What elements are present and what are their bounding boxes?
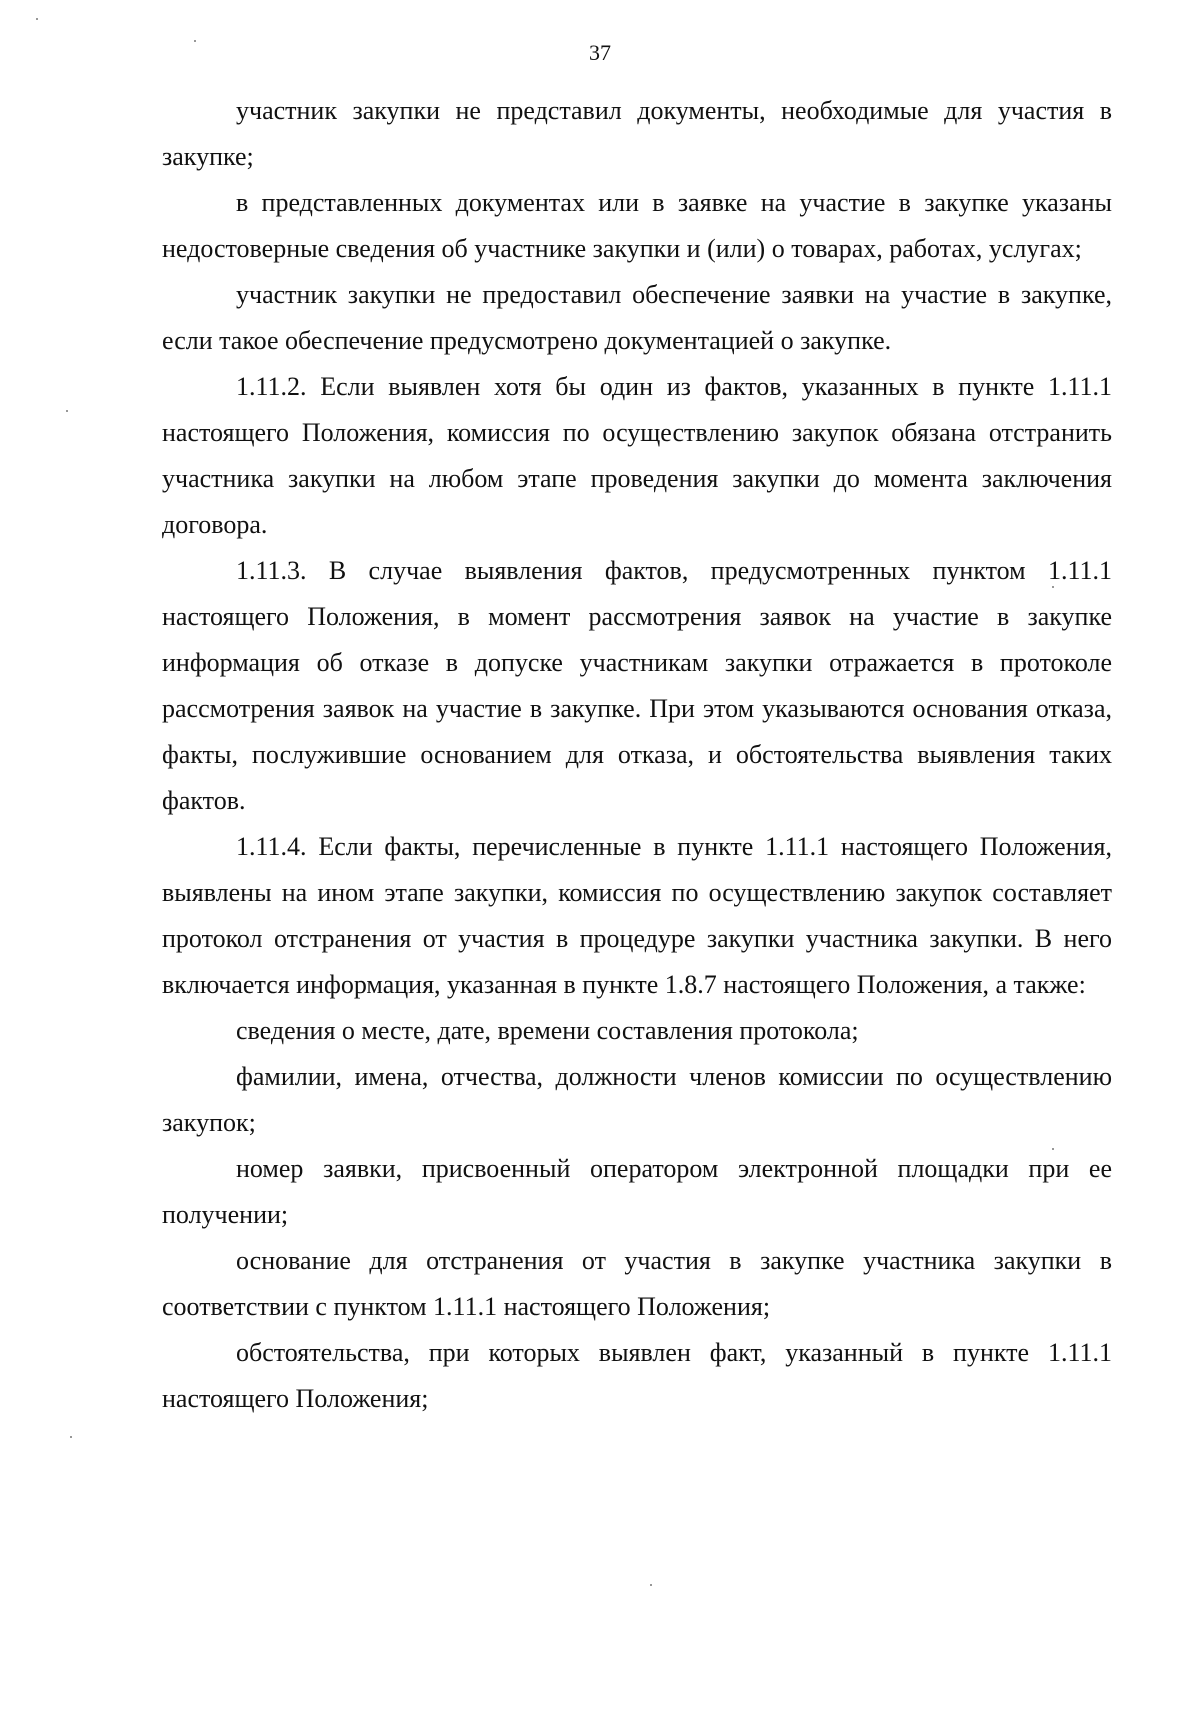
body-text bbox=[162, 88, 1112, 1422]
page-number: 37 bbox=[589, 40, 611, 65]
paragraph-8: фамилии, имена, отчества, должности членов комиссии по осуществлению закупок; bbox=[162, 1062, 1112, 1137]
scan-speck bbox=[36, 18, 38, 20]
paragraph-10: основание для отстранения от участия в закупке участника закупки в соответствии с пунктом 1.11.1 настоящего Положения; bbox=[162, 1246, 1112, 1321]
paragraph-2: в представленных документах или в заявке на участие в закупке указаны недостоверные сведения об участнике закупки и (или) о товарах, работах, услугах; bbox=[162, 188, 1112, 263]
scan-speck bbox=[1052, 586, 1054, 588]
paragraph-5: 1.11.3. В случае выявления фактов, предусмотренных пунктом 1.11.1 настоящего Положения, в момент рассмотрения заявок на участие в закупке информация об отказе в допуске участникам закупки отражается в протоколе рассмотрения заявок на участие в закупке. При этом указываются основания отказа, факты, послужившие основанием для отказа, и обстоятельства выявления таких фактов. bbox=[162, 556, 1112, 815]
scan-speck bbox=[70, 1436, 72, 1438]
paragraph-1: участник закупки не представил документы, необходимые для участия в закупке; bbox=[162, 96, 1112, 171]
paragraph-6: 1.11.4. Если факты, перечисленные в пункте 1.11.1 настоящего Положения, выявлены на ином этапе закупки, комиссия по осуществлению закупок составляет протокол отстранения от участия в процедуре закупки участника закупки. В него включается информация, указанная в пункте 1.8.7 настоящего Положения, а также: bbox=[162, 832, 1112, 999]
paragraph-7: сведения о месте, дате, времени составления протокола; bbox=[236, 1016, 859, 1045]
paragraph-3: участник закупки не предоставил обеспечение заявки на участие в закупке, если такое обеспечение предусмотрено документацией о закупке. bbox=[162, 280, 1112, 355]
scan-speck bbox=[650, 1584, 652, 1586]
paragraph-9: номер заявки, присвоенный оператором электронной площадки при ее получении; bbox=[162, 1154, 1112, 1229]
scan-speck bbox=[1052, 1148, 1054, 1150]
scan-speck bbox=[66, 410, 68, 412]
paragraph-11: обстоятельства, при которых выявлен факт, указанный в пункте 1.11.1 настоящего Положения; bbox=[162, 1338, 1112, 1413]
scan-speck bbox=[194, 40, 196, 42]
paragraph-4: 1.11.2. Если выявлен хотя бы один из фактов, указанных в пункте 1.11.1 настоящего Положения, комиссия по осуществлению закупок обязана отстранить участника закупки на любом этапе проведения закупки до момента заключения договора. bbox=[162, 372, 1112, 539]
